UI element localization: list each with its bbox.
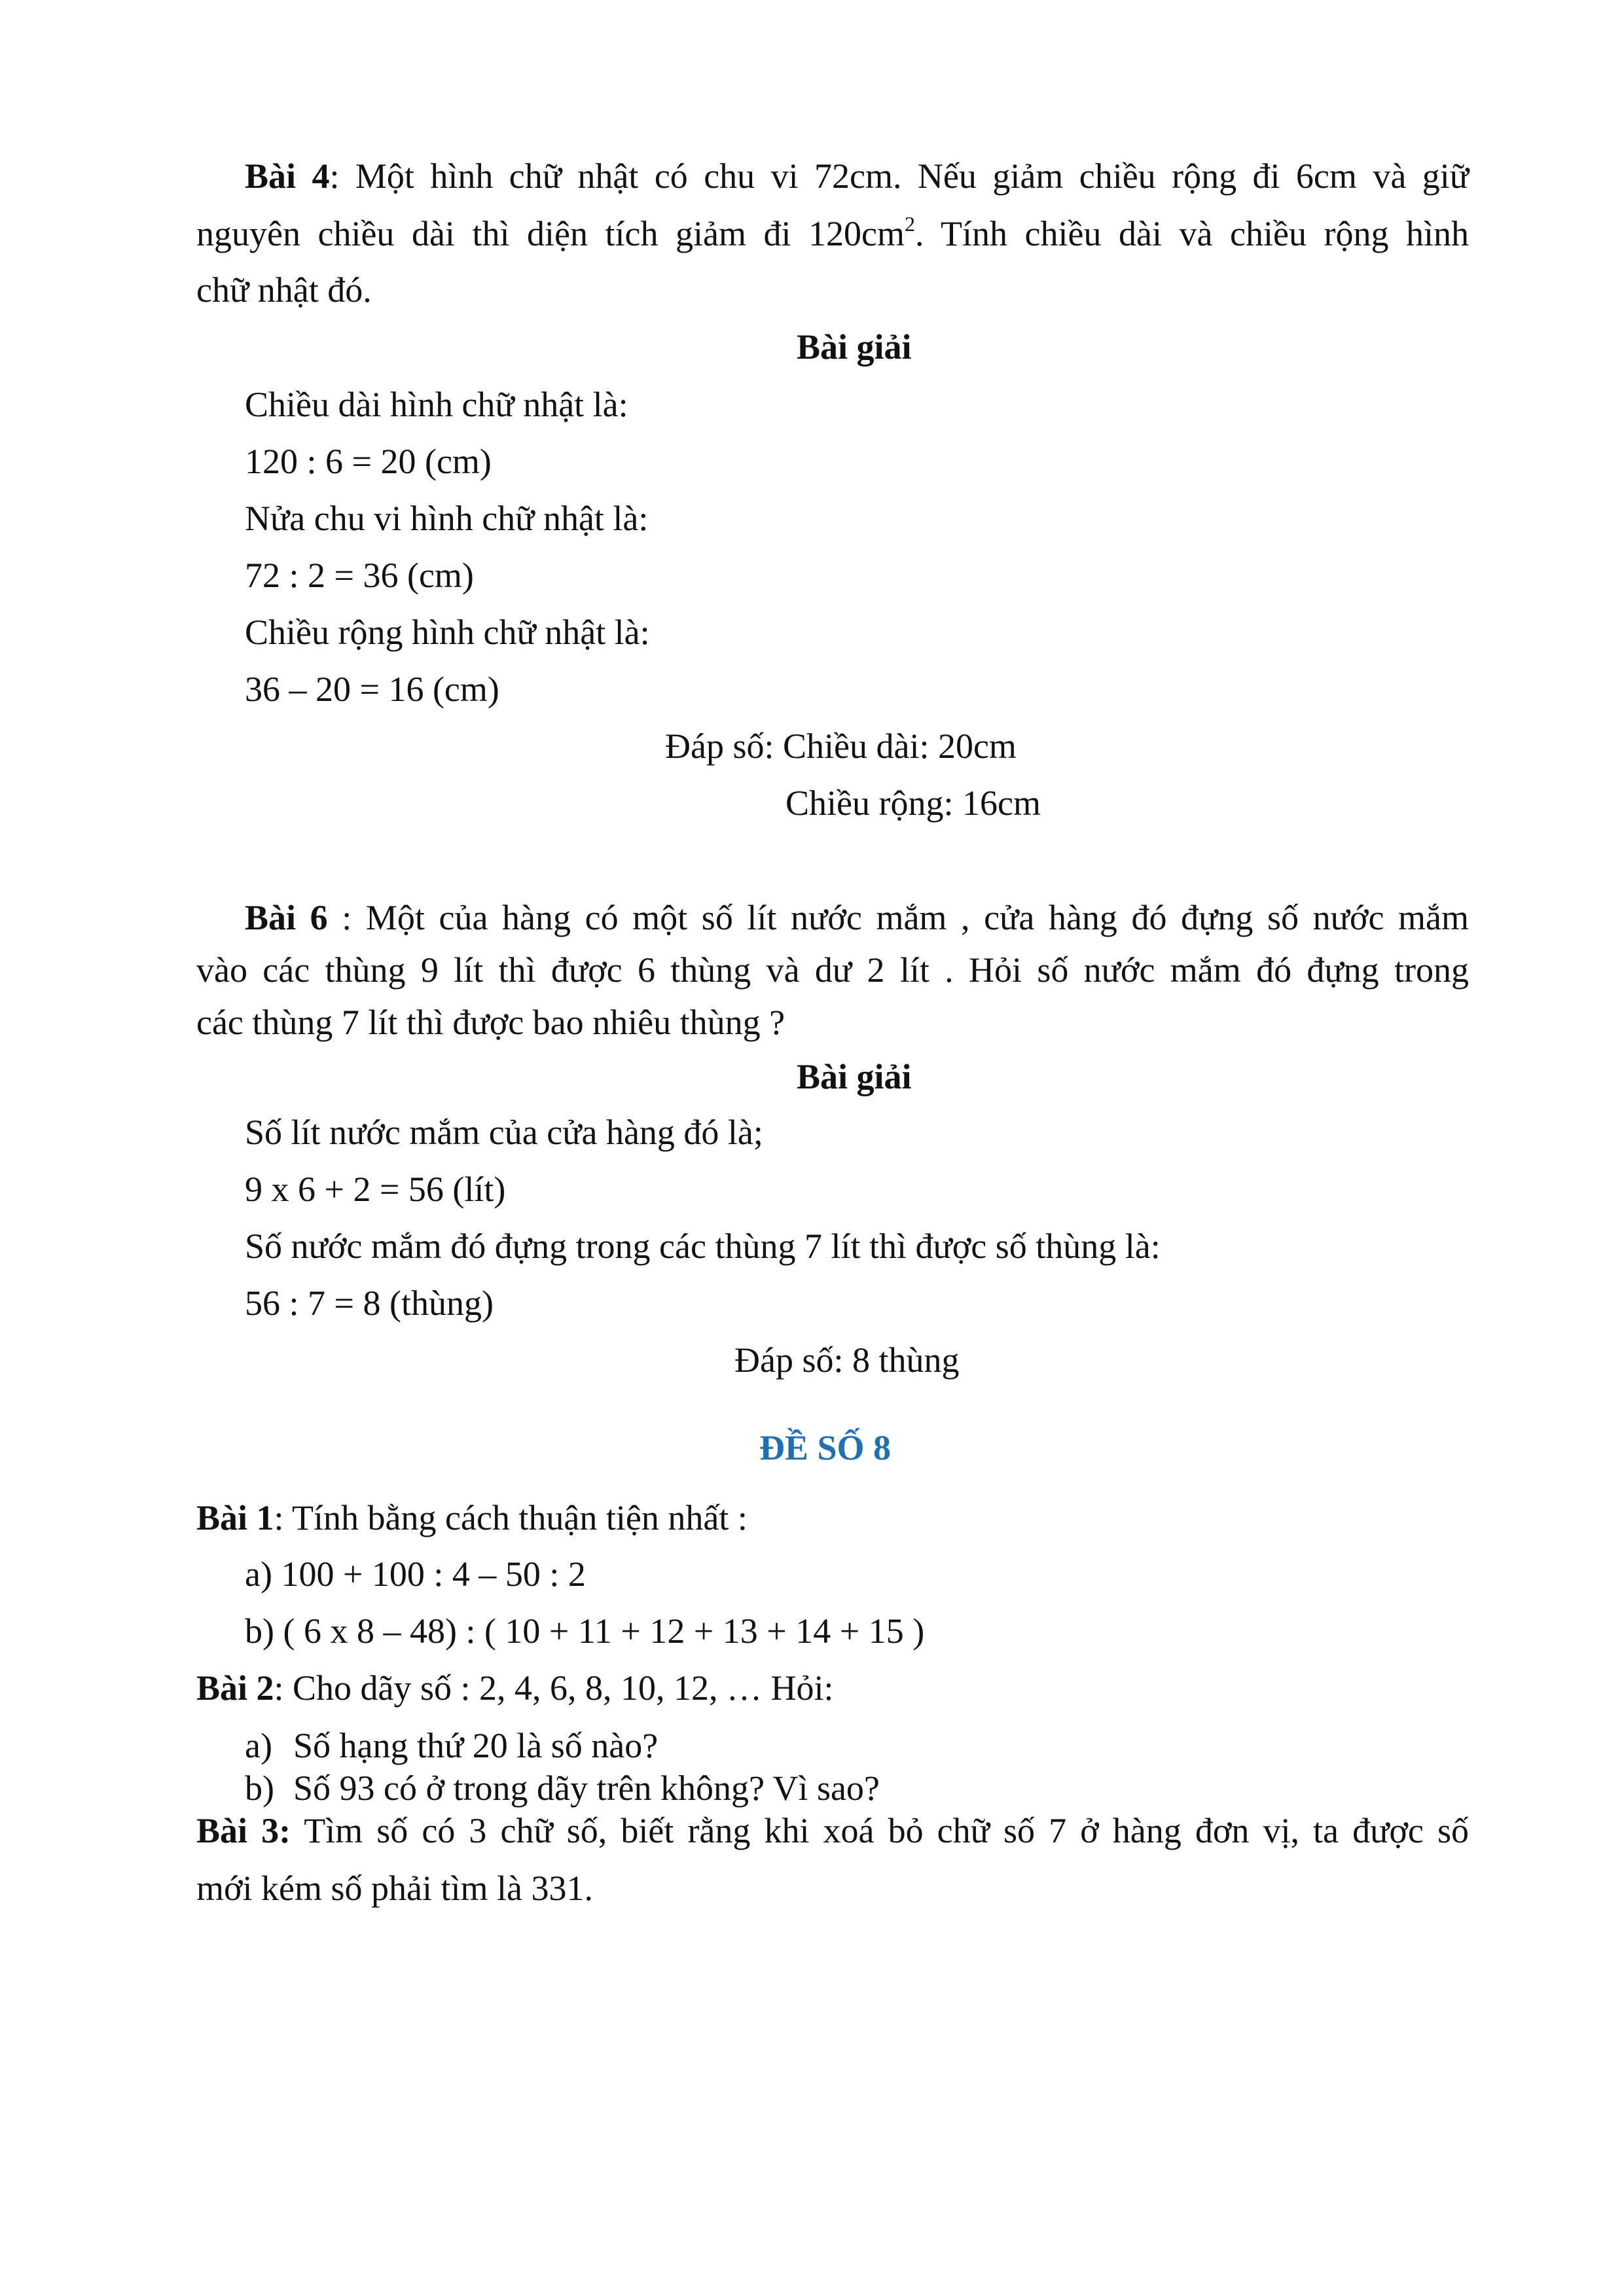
- de8-bai1-text: : Tính bằng cách thuận tiện nhất :: [274, 1498, 748, 1537]
- de8-bai2-line: [196, 1670, 834, 1706]
- de8-bai3-text-1: Tìm số có 3 chữ số, biết rằng khi xoá bỏ chữ số 7 ở hàng đơn vị, ta được số: [291, 1811, 1469, 1850]
- de8-bai1-line: [196, 1500, 748, 1535]
- bai6-answer: Đáp số: 8 thùng: [734, 1340, 960, 1380]
- de8-bai1-label: Bài 1: [196, 1498, 274, 1537]
- bai6-step-1: Số lít nước mắm của cửa hàng đó là;: [245, 1113, 763, 1152]
- bai6-label: Bài 6: [245, 898, 328, 937]
- de8-bai2-marker-b: b): [245, 1768, 274, 1808]
- bai6-step-2: 9 x 6 + 2 = 56 (lít): [245, 1170, 506, 1209]
- de-so-8-title: ĐỀ SỐ 8: [759, 1428, 892, 1467]
- bai6-step-4: 56 : 7 = 8 (thùng): [245, 1283, 494, 1323]
- bai6-problem-line-3: các thùng 7 lít thì được bao nhiêu thùng ?: [196, 1003, 785, 1042]
- de8-bai1-item-a: a) 100 + 100 : 4 – 50 : 2: [245, 1554, 586, 1594]
- de8-bai3-line-1: [196, 1813, 1469, 1848]
- bai4-label: Bài 4: [245, 156, 330, 196]
- bai6-solution-heading: Bài giải: [797, 1057, 912, 1096]
- bai4-step-1: Chiều dài hình chữ nhật là:: [245, 385, 628, 424]
- bai4-step-4: 72 : 2 = 36 (cm): [245, 556, 474, 595]
- bai4-step-3: Nửa chu vi hình chữ nhật là:: [245, 499, 649, 538]
- bai4-text-2a: nguyên chiều dài thì diện tích giảm đi 120cm: [196, 214, 905, 253]
- de8-bai2-text: : Cho dãy số : 2, 4, 6, 8, 10, 12, … Hỏi:: [274, 1668, 834, 1708]
- bai6-step-3: Số nước mắm đó đựng trong các thùng 7 lít thì được số thùng là:: [245, 1227, 1161, 1266]
- bai4-problem-line-2: [196, 212, 1469, 253]
- de8-bai2-item-b: [245, 1770, 880, 1806]
- de8-bai2-text-b: Số 93 có ở trong dãy trên không? Vì sao?: [293, 1768, 880, 1808]
- bai4-problem-line-1: [245, 158, 1469, 194]
- bai4-text-1: : Một hình chữ nhật có chu vi 72cm. Nếu giảm chiều rộng đi 6cm và giữ: [329, 156, 1469, 196]
- bai4-text-2b: . Tính chiều dài và chiều rộng hình: [914, 214, 1469, 253]
- de8-bai2-label: Bài 2: [196, 1668, 274, 1708]
- bai4-step-2: 120 : 6 = 20 (cm): [245, 442, 492, 481]
- bai4-problem-line-3: chữ nhật đó.: [196, 270, 372, 310]
- bai4-answer-2: Chiều rộng: 16cm: [785, 783, 1041, 823]
- bai4-superscript: 2: [904, 212, 915, 236]
- de8-bai2-marker-a: a): [245, 1726, 272, 1765]
- de8-bai2-text-a: Số hạng thứ 20 là số nào?: [293, 1726, 659, 1765]
- bai4-step-5: Chiều rộng hình chữ nhật là:: [245, 613, 650, 652]
- de8-bai3-line-2: mới kém số phải tìm là 331.: [196, 1869, 593, 1908]
- de8-bai1-item-b: b) ( 6 x 8 – 48) : ( 10 + 11 + 12 + 13 + 14 + 15 ): [245, 1611, 925, 1651]
- bai4-solution-heading: Bài giải: [797, 327, 912, 367]
- bai4-answer-1: Đáp số: Chiều dài: 20cm: [665, 726, 1017, 766]
- de8-bai2-item-a: [245, 1728, 658, 1763]
- bai6-problem-line-1: [245, 900, 1469, 935]
- bai6-text-1: : Một của hàng có một số lít nước mắm , cửa hàng đó đựng số nước mắm: [327, 898, 1469, 937]
- bai4-step-6: 36 – 20 = 16 (cm): [245, 670, 499, 709]
- de8-bai3-label: Bài 3:: [196, 1811, 291, 1850]
- bai6-problem-line-2: vào các thùng 9 lít thì được 6 thùng và dư 2 lít . Hỏi số nước mắm đó đựng trong: [196, 950, 1469, 990]
